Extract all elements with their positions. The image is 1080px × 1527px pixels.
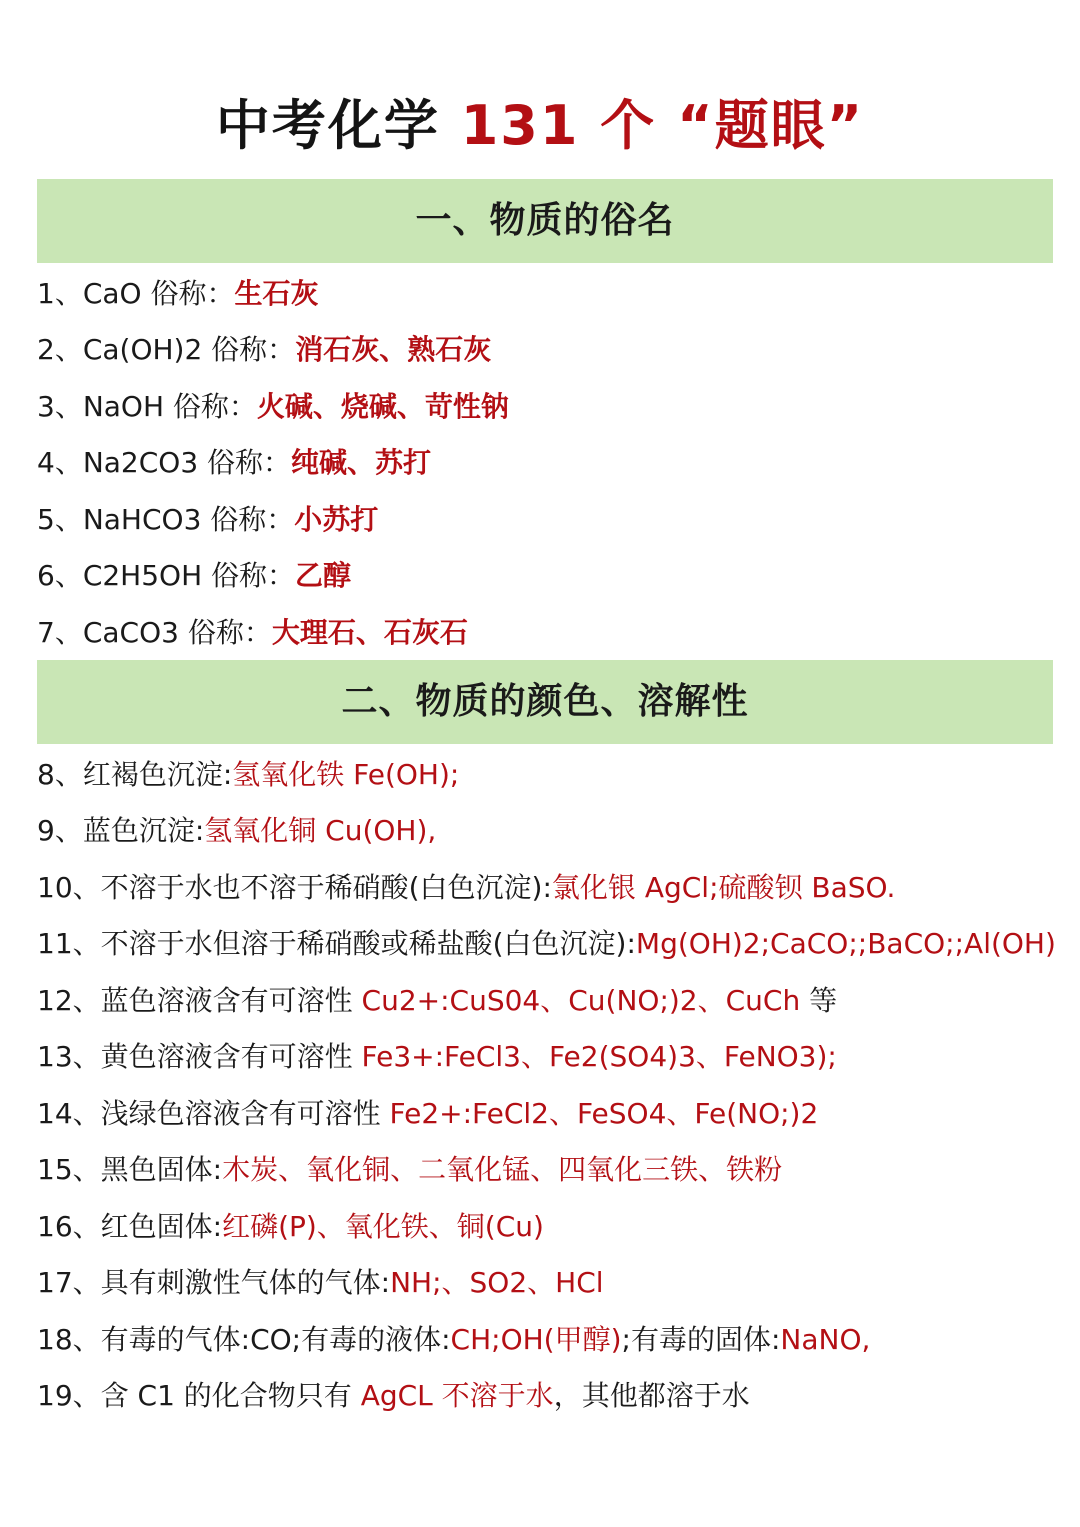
item-label: 2、Ca(OH)2 俗称： xyxy=(37,333,296,366)
list-item xyxy=(37,328,1057,372)
list-item xyxy=(37,1374,1057,1418)
item-value: Cu2+:CuS04、Cu(NO;)2、CuCh xyxy=(361,984,801,1017)
list-item xyxy=(37,498,1057,542)
item-label: 1、CaO 俗称： xyxy=(37,277,235,310)
item-label: 3、NaOH 俗称： xyxy=(37,390,257,423)
item-value: CH;OH(甲醇) xyxy=(450,1323,622,1356)
item-value: Fe3+:FeCl3、Fe2(SO4)3、FeNO3); xyxy=(361,1040,837,1073)
item-value-2: NaNO, xyxy=(780,1323,871,1356)
item-value: 消石灰、熟石灰 xyxy=(295,333,492,366)
list-item xyxy=(37,611,1057,655)
list-item xyxy=(37,753,1057,797)
item-label: 4、Na2CO3 俗称： xyxy=(37,446,292,479)
item-value: 生石灰 xyxy=(234,277,319,310)
list-item xyxy=(37,866,1057,910)
item-label: 17、具有刺激性气体的气体: xyxy=(37,1266,391,1299)
title-part-main: 中考化学 xyxy=(215,94,440,157)
item-label: 16、红色固体: xyxy=(37,1210,223,1243)
item-value: 氯化银 AgCl;硫酸钡 BaSO. xyxy=(551,871,896,904)
list-item xyxy=(37,1261,1057,1305)
list-item xyxy=(37,441,1057,485)
item-value: 小苏打 xyxy=(294,503,379,536)
item-label: 6、C2H5OH 俗称： xyxy=(37,559,296,592)
item-value: 红磷(P)、氧化铁、铜(Cu) xyxy=(222,1210,544,1243)
list-item xyxy=(37,979,1057,1023)
item-label: 12、蓝色溶液含有可溶性 xyxy=(37,984,362,1017)
list-item xyxy=(37,1092,1057,1136)
list-item xyxy=(37,554,1057,598)
item-label: 19、含 C1 的化合物只有 xyxy=(37,1379,361,1412)
item-value: 氢氧化铁 Fe(OH); xyxy=(232,758,460,791)
item-value: 纯碱、苏打 xyxy=(291,446,432,479)
item-value: AgCL 不溶于水 xyxy=(360,1379,554,1412)
list-item xyxy=(37,1035,1057,1079)
item-label: 13、黄色溶液含有可溶性 xyxy=(37,1040,362,1073)
item-suffix: 等 xyxy=(800,984,838,1017)
item-label: 14、浅绿色溶液含有可溶性 xyxy=(37,1097,390,1130)
item-label: 10、不溶于水也不溶于稀硝酸(白色沉淀): xyxy=(37,871,552,904)
item-value: 乙醇 xyxy=(295,559,352,592)
list-item xyxy=(37,272,1057,316)
item-value: 木炭、氧化铜、二氧化锰、四氧化三铁、铁粉 xyxy=(222,1153,783,1186)
item-value: 火碱、烧碱、苛性钠 xyxy=(256,390,509,423)
list-item xyxy=(37,809,1057,853)
item-label: 5、NaHCO3 俗称： xyxy=(37,503,295,536)
list-item xyxy=(37,1148,1057,1192)
item-value: NH;、SO2、HCl xyxy=(390,1266,604,1299)
list-item xyxy=(37,1318,1057,1362)
item-value: 大理石、石灰石 xyxy=(271,616,468,649)
item-label: 9、蓝色沉淀: xyxy=(37,814,205,847)
item-value: 氢氧化铜 Cu(OH), xyxy=(204,814,437,847)
item-label: 11、不溶于水但溶于稀硝酸或稀盐酸(白色沉淀): xyxy=(37,927,636,960)
item-label: 18、有毒的气体:CO;有毒的液体: xyxy=(37,1323,451,1356)
item-value: Fe2+:FeCl2、FeSO4、Fe(NO;)2 xyxy=(389,1097,819,1130)
title-part-keyword: “题眼” xyxy=(677,94,865,157)
section-heading-common-names: 一、物质的俗名 xyxy=(37,179,1053,263)
item-label: 7、CaCO3 俗称： xyxy=(37,616,272,649)
item-label: 8、红褐色沉淀: xyxy=(37,758,233,791)
list-item xyxy=(37,1205,1057,1249)
title-part-count: 131 个 xyxy=(460,94,657,157)
page-title xyxy=(0,88,1080,164)
item-value: Mg(OH)2;CaCO;;BaCO;;Al(OH) xyxy=(635,927,1056,960)
section-heading-color-solubility: 二、物质的颜色、溶解性 xyxy=(37,660,1053,744)
list-item xyxy=(37,385,1057,429)
item-suffix: ，其他都溶于水 xyxy=(553,1379,750,1412)
list-item xyxy=(37,922,1057,966)
item-label-continued: ;有毒的固体: xyxy=(621,1323,781,1356)
item-label: 15、黑色固体: xyxy=(37,1153,223,1186)
